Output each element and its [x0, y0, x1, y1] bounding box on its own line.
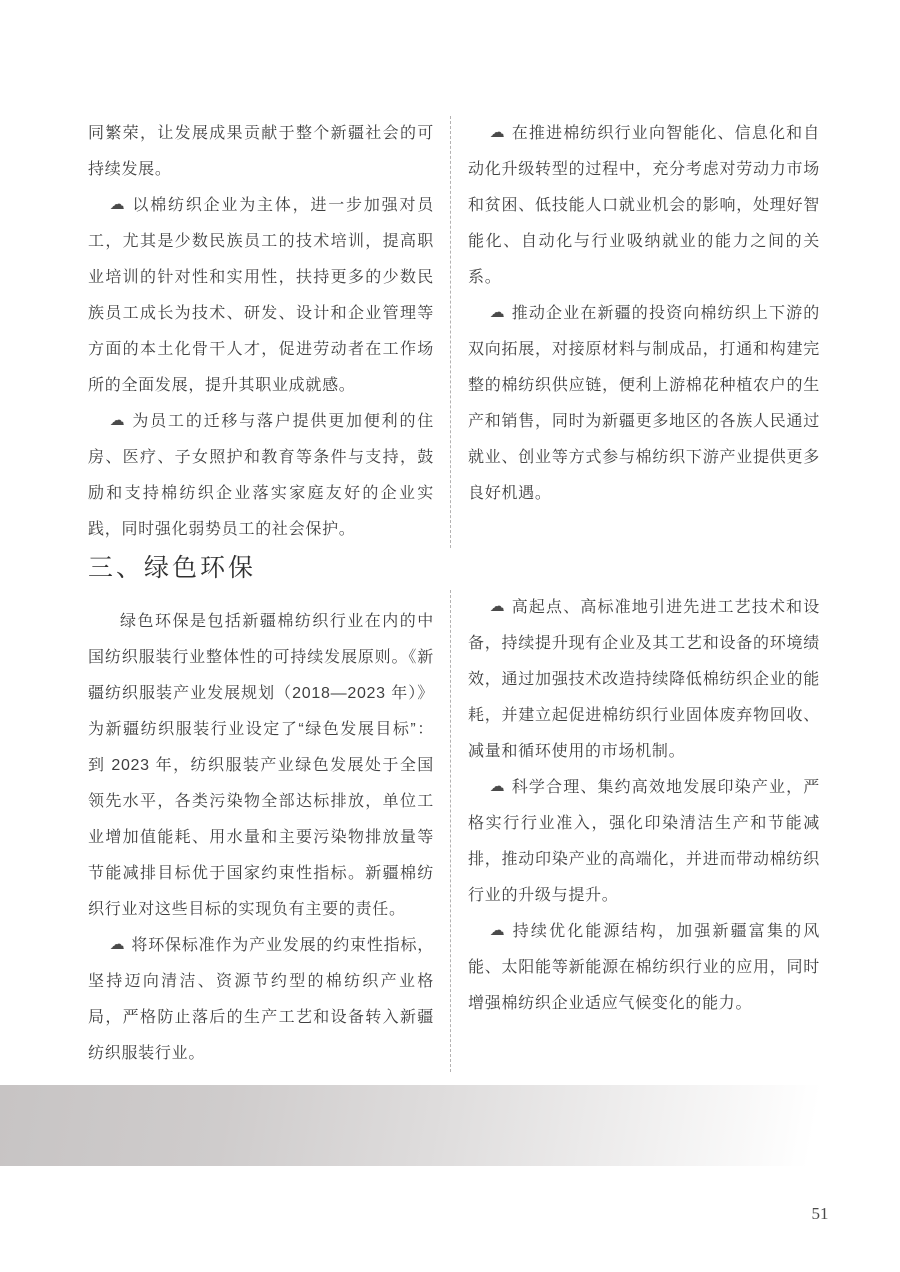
bullet-paragraph: ☁ 推动企业在新疆的投资向棉纺织上下游的双向拓展，对接原材料与制成品，打通和构建完整的棉纺织供应链，便利上游棉花种植农户的生产和销售，同时为新疆更多地区的各族人民通过就业、创业等方式参与棉纺织下游产业提供更多良好机遇。	[468, 296, 820, 512]
cotton-boll-icon: ☁	[109, 936, 126, 953]
column-divider	[450, 116, 451, 548]
bullet-paragraph: ☁ 以棉纺织企业为主体，进一步加强对员工，尤其是少数民族员工的技术培训，提高职业培训的针对性和实用性，扶持更多的少数民族员工成长为技术、研发、设计和企业管理等方面的本土化骨干人才，促进劳动者在工作场所的全面发展，提升其职业成就感。	[88, 188, 434, 404]
body-paragraph: 绿色环保是包括新疆棉纺织行业在内的中国纺织服装行业整体性的可持续发展原则。《新疆纺织服装产业发展规划（2018—2023 年）》为新疆纺织服装行业设定了“绿色发展目标”：到 2023 年，纺织服装产业绿色发展处于全国领先水平，各类污染物全部达标排放，单位工业增加值能耗、用水量和主要污染物排放量等节能减排目标优于国家约束性指标。新疆棉纺织行业对这些目标的实现负有主要的责任。	[88, 613, 434, 918]
bullet-paragraph: ☁ 在推进棉纺织行业向智能化、信息化和自动化升级转型的过程中，充分考虑对劳动力市场和贫困、低技能人口就业机会的影响，处理好智能化、自动化与行业吸纳就业的能力之间的关系。	[468, 116, 820, 296]
cotton-boll-icon: ☁	[489, 598, 506, 615]
cotton-boll-icon: ☁	[489, 778, 506, 795]
page-number: 51	[811, 1204, 829, 1223]
section-employment	[88, 116, 822, 548]
section-green-environment	[88, 590, 822, 1072]
cotton-boll-icon: ☁	[489, 922, 506, 939]
right-column	[468, 590, 820, 1072]
bullet-paragraph: ☁ 高起点、高标准地引进先进工艺技术和设备，持续提升现有企业及其工艺和设备的环境绩效，通过加强技术改造持续降低棉纺织企业的能耗，并建立起促进棉纺织行业固体废弃物回收、减量和循环使用的市场机制。	[468, 590, 820, 770]
right-column	[468, 116, 820, 548]
cotton-boll-icon: ☁	[109, 196, 126, 213]
left-column	[88, 590, 434, 1072]
left-column	[88, 116, 434, 548]
section-heading: 三、绿色环保	[88, 554, 257, 582]
column-divider	[450, 590, 451, 1072]
footer-gradient-band	[0, 1085, 900, 1166]
cotton-boll-icon: ☁	[109, 412, 126, 429]
bullet-paragraph: ☁ 持续优化能源结构，加强新疆富集的风能、太阳能等新能源在棉纺织行业的应用，同时增强棉纺织企业适应气候变化的能力。	[468, 914, 820, 1022]
bullet-paragraph: ☁ 为员工的迁移与落户提供更加便利的住房、医疗、子女照护和教育等条件与支持，鼓励和支持棉纺织企业落实家庭友好的企业实践，同时强化弱势员工的社会保护。	[88, 404, 434, 548]
body-paragraph: 同繁荣，让发展成果贡献于整个新疆社会的可持续发展。	[88, 125, 434, 178]
bullet-paragraph: ☁ 将环保标准作为产业发展的约束性指标，坚持迈向清洁、资源节约型的棉纺织产业格局，严格防止落后的生产工艺和设备转入新疆纺织服装行业。	[88, 928, 434, 1072]
cotton-boll-icon: ☁	[489, 124, 506, 141]
cotton-boll-icon: ☁	[489, 304, 506, 321]
bullet-paragraph: ☁ 科学合理、集约高效地发展印染产业，严格实行行业准入，强化印染清洁生产和节能减排，推动印染产业的高端化，并进而带动棉纺织行业的升级与提升。	[468, 770, 820, 914]
